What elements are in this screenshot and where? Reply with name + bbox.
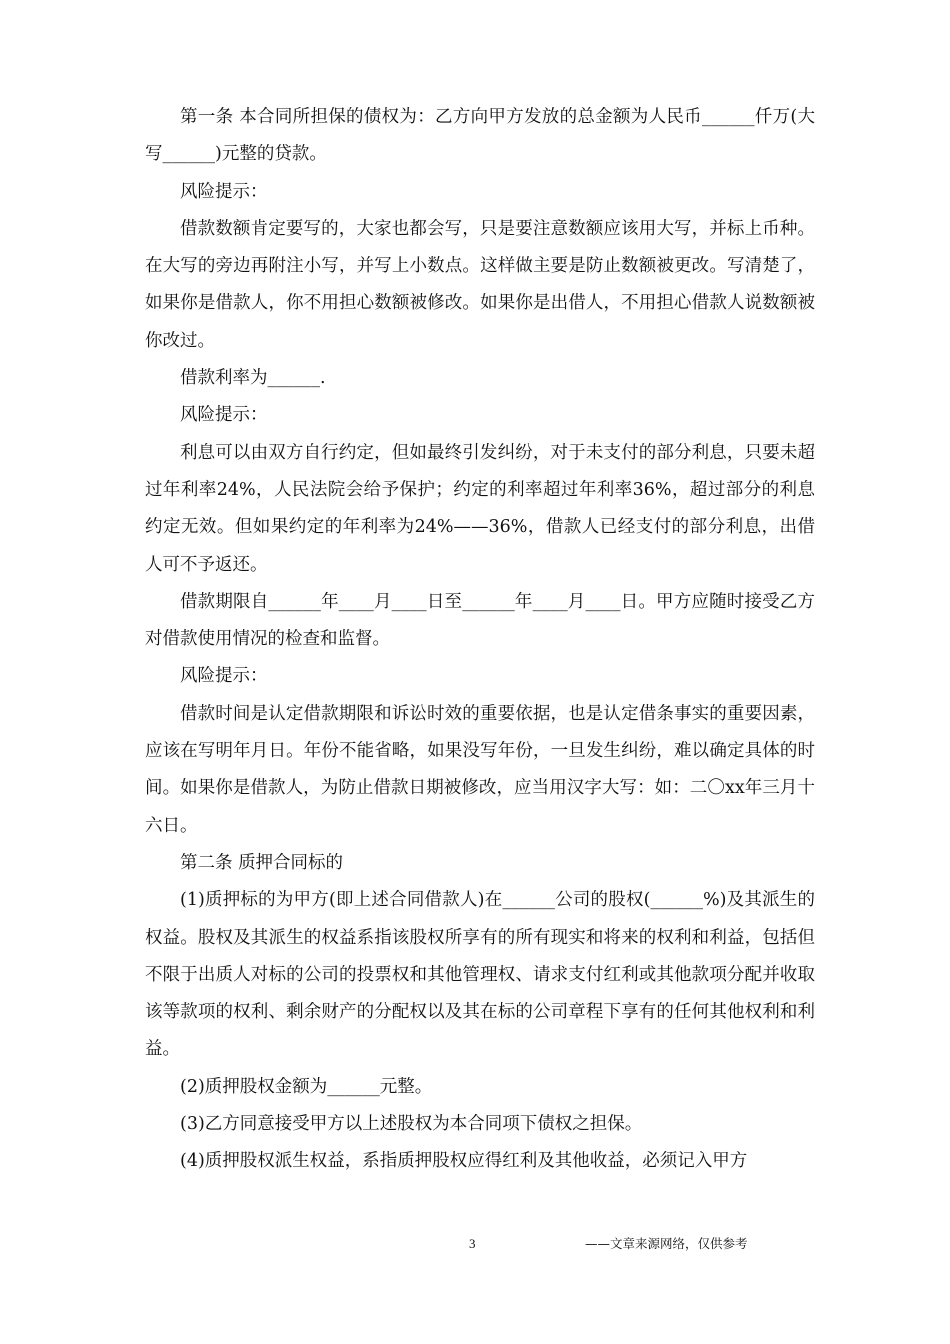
document-body <box>145 99 815 1181</box>
clause-2-item-2: (2)质押股权金额为______元整。 <box>180 1076 433 1097</box>
page-number: 3 <box>469 1236 476 1251</box>
page-footer <box>0 1234 950 1254</box>
risk-notice-amount: 借款数额肯定要写的，大家也都会写，只是要注意数额应该用大写，并标上币种。在大写的旁边再附注小写，并写上小数点。这样做主要是防止数额被更改。写清楚了，如果你是借款人，你不用担心数额被修改。如果你是出借人，不用担心借款人说数额被你改过。 <box>145 218 815 351</box>
clause-1-text: 第一条 本合同所担保的债权为：乙方向甲方发放的总金额为人民币______仟万(大写______)元整的贷款。 <box>145 107 815 165</box>
risk-notice-heading: 风险提示： <box>180 181 268 202</box>
interest-rate-line: 借款利率为______. <box>180 368 326 389</box>
risk-notice-interest: 利息可以由双方自行约定，但如最终引发纠纷，对于未支付的部分利息，只要未超过年利率24%，人民法院会给予保护；约定的利率超过年利率36%，超过部分的利息约定无效。但如果约定的年利率为24%——36%，借款人已经支付的部分利息，出借人可不予返还。 <box>145 442 815 575</box>
loan-term-line: 借款期限自______年____月____日至______年____月____日。甲方应随时接受乙方对借款使用情况的检查和监督。 <box>145 591 815 650</box>
source-disclaimer: ——文章来源网络，仅供参考 <box>585 1236 748 1251</box>
risk-notice-heading: 风险提示： <box>180 405 268 426</box>
clause-2-item-1: (1)质押标的为甲方(即上述合同借款人)在______公司的股权(______%)及其派生的权益。股权及其派生的权益系指该股权所享有的所有现实和将来的权利和利益，包括但不限于出质人对标的公司的投票权和其他管理权、请求支付红利或其他款项分配并收取该等款项的权利、剩余财产的分配权以及其在标的公司章程下享有的任何其他权利和利益。 <box>145 890 815 1060</box>
clause-2-item-4: (4)质押股权派生权益，系指质押股权应得红利及其他收益，必须记入甲方 <box>180 1151 748 1172</box>
clause-2-heading: 第二条 质押合同标的 <box>180 852 344 873</box>
risk-notice-heading: 风险提示： <box>180 666 268 687</box>
risk-notice-term: 借款时间是认定借款期限和诉讼时效的重要依据，也是认定借条事实的重要因素，应该在写明年月日。年份不能省略，如果没写年份，一旦发生纠纷，难以确定具体的时间。如果你是借款人，为防止借款日期被修改，应当用汉字大写：如：二〇xx年三月十六日。 <box>145 703 815 836</box>
clause-2-item-3: (3)乙方同意接受甲方以上述股权为本合同项下债权之担保。 <box>180 1114 643 1135</box>
